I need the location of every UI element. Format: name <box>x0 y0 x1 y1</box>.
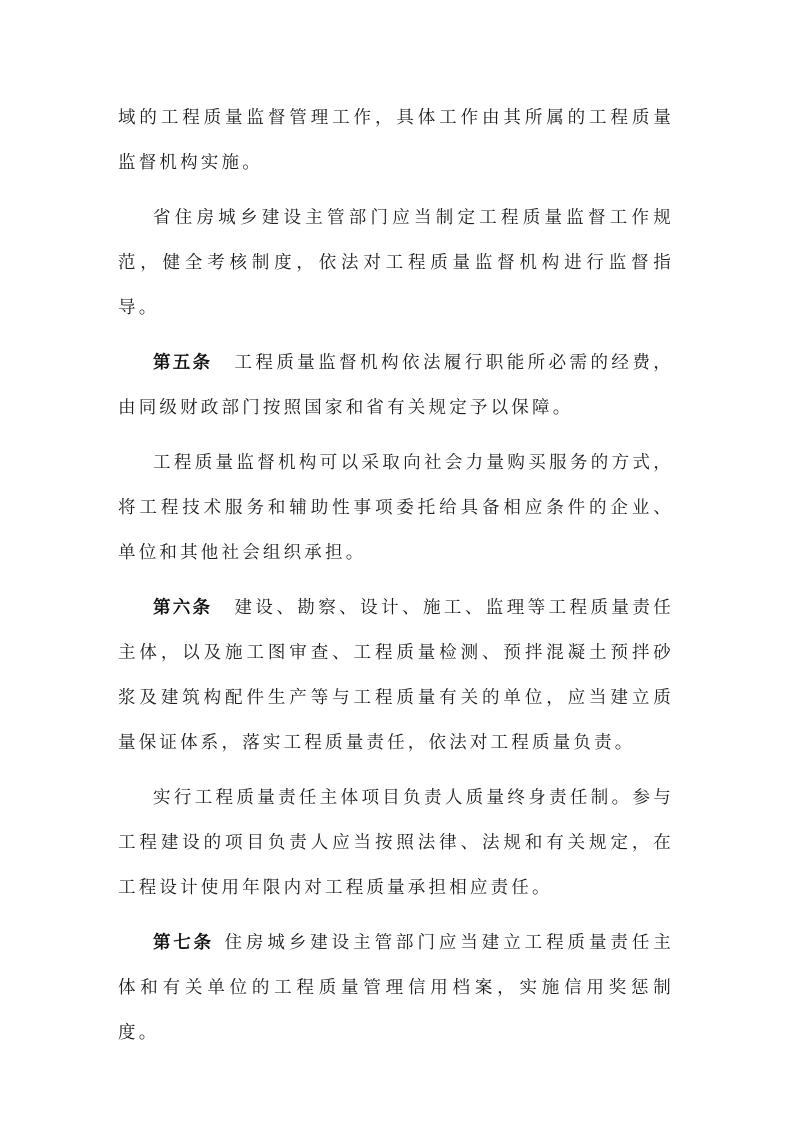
paragraph-text: 工程质量监督机构依法履行职能所必需的经费，由同级财政部门按照国家和省有关规定予以保障。 <box>118 353 675 418</box>
paragraph <box>118 776 674 911</box>
paragraph-text: 域的工程质量监督管理工作，具体工作由其所属的工程质量监督机构实施。 <box>118 108 674 173</box>
article-5 <box>118 341 674 431</box>
article-7 <box>118 921 674 1056</box>
paragraph-text: 工程质量监督机构可以采取向社会力量购买服务的方式，将工程技术服务和辅助性事项委托给具备相应条件的企业、单位和其他社会组织承担。 <box>118 453 674 563</box>
article-6 <box>118 586 674 766</box>
article-label: 第七条 <box>153 933 214 953</box>
paragraph-text: 实行工程质量责任主体项目负责人质量终身责任制。参与工程建设的项目负责人应当按照法律、法规和有关规定，在工程设计使用年限内对工程质量承担相应责任。 <box>118 788 674 898</box>
document-body <box>118 96 674 1066</box>
paragraph-text: 省住房城乡建设主管部门应当制定工程质量监督工作规范，健全考核制度，依法对工程质量监督机构进行监督指导。 <box>118 208 674 318</box>
paragraph-continuation <box>118 96 674 186</box>
paragraph-text: 建设、勘察、设计、施工、监理等工程质量责任主体，以及施工图审查、工程质量检测、预拌混凝土预拌砂浆及建筑构配件生产等与工程质量有关的单位，应当建立质量保证体系，落实工程质量责任，依法对工程质量负责。 <box>118 598 675 753</box>
article-label: 第五条 <box>153 353 213 373</box>
article-label: 第六条 <box>153 598 213 618</box>
paragraph <box>118 441 674 576</box>
paragraph <box>118 196 674 331</box>
paragraph-text: 住房城乡建设主管部门应当建立工程质量责任主体和有关单位的工程质量管理信用档案，实施信用奖惩制度。 <box>118 933 675 1043</box>
